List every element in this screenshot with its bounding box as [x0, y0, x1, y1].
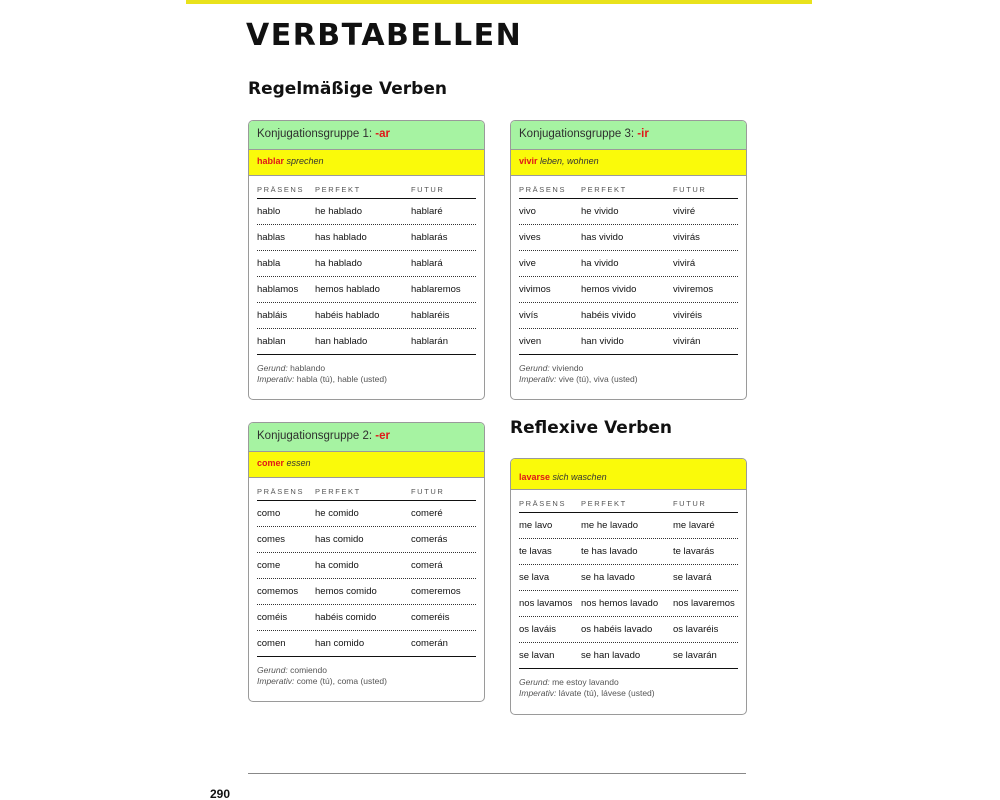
infinitive: vivir: [519, 156, 538, 166]
present-form: coméis: [257, 612, 288, 623]
perfect-form: habéis comido: [315, 612, 377, 623]
present-form: comemos: [257, 586, 299, 597]
future-form: comerás: [411, 534, 448, 545]
column-header-perfect: PERFEKT: [315, 185, 361, 194]
imperative-label: Imperativ:: [519, 374, 557, 384]
imperative-line: [519, 688, 738, 699]
future-form: comeremos: [411, 586, 461, 597]
table-row: [257, 199, 476, 225]
future-form: nos lavaremos: [673, 598, 735, 609]
future-form: viviremos: [673, 284, 714, 295]
top-accent-rule: [186, 0, 812, 4]
present-form: habláis: [257, 310, 288, 321]
perfect-form: han vivido: [581, 336, 624, 347]
translation: essen: [286, 458, 311, 468]
gerund-line: [257, 665, 476, 676]
column-header-future: FUTUR: [673, 185, 707, 194]
table-row: [519, 539, 738, 565]
perfect-form: has comido: [315, 534, 364, 545]
conjugation-card-ar: [248, 120, 485, 400]
perfect-form: has vivido: [581, 232, 624, 243]
present-form: vives: [519, 232, 541, 243]
page-title: VERBTABELLEN: [246, 18, 523, 53]
conjugation-card-reflexive: [510, 458, 747, 715]
column-header-perfect: PERFEKT: [581, 185, 627, 194]
infinitive: comer: [257, 458, 285, 468]
column-header-perfect: PERFEKT: [315, 487, 361, 496]
table-row: [519, 225, 738, 251]
table-row: [257, 501, 476, 527]
group-suffix: -ar: [375, 128, 390, 140]
page-number: 290: [210, 787, 231, 800]
gerund-value: hablando: [290, 363, 326, 373]
present-form: os laváis: [519, 624, 556, 635]
present-form: hablamos: [257, 284, 299, 295]
table-row: [257, 329, 476, 355]
table-row: [519, 329, 738, 355]
gerund-line: [519, 677, 738, 688]
future-form: hablará: [411, 258, 443, 269]
future-form: os lavaréis: [673, 624, 719, 635]
future-form: se lavará: [673, 572, 712, 583]
present-form: habla: [257, 258, 281, 269]
column-headers: [519, 185, 738, 199]
present-form: nos lavamos: [519, 598, 573, 609]
future-form: me lavaré: [673, 520, 715, 531]
perfect-form: hemos comido: [315, 586, 377, 597]
imperative-label: Imperativ:: [257, 676, 295, 686]
imperative-value: habla (tú), hable (usted): [296, 374, 387, 384]
translation: sich waschen: [552, 472, 607, 482]
table-row: [257, 553, 476, 579]
group-suffix: -er: [375, 430, 390, 442]
present-form: se lavan: [519, 650, 555, 661]
section-heading-regular: Regelmäßige Verben: [248, 79, 447, 99]
table-row: [519, 565, 738, 591]
gerund-label: Gerund:: [519, 363, 550, 373]
present-form: vive: [519, 258, 536, 269]
card-header: [249, 423, 484, 452]
section-heading-reflexive: Reflexive Verben: [510, 418, 673, 438]
footer-rule: [248, 773, 746, 774]
table-row: [257, 277, 476, 303]
table-row: [257, 251, 476, 277]
group-label: Konjugationsgruppe 2:: [257, 430, 373, 442]
present-form: vivimos: [519, 284, 551, 295]
perfect-form: he vivido: [581, 206, 619, 217]
present-form: come: [257, 560, 281, 571]
perfect-form: ha comido: [315, 560, 359, 571]
imperative-value: vive (tú), viva (usted): [558, 374, 638, 384]
table-row: [519, 643, 738, 669]
imperative-label: Imperativ:: [519, 688, 557, 698]
table-row: [257, 579, 476, 605]
future-form: viviré: [673, 206, 696, 217]
table-row: [519, 303, 738, 329]
perfect-form: nos hemos lavado: [581, 598, 659, 609]
verb-bar: [249, 452, 484, 478]
table-row: [257, 303, 476, 329]
gerund-label: Gerund:: [519, 677, 550, 687]
future-form: viviréis: [673, 310, 703, 321]
gerund-value: me estoy lavando: [552, 677, 619, 687]
conjugation-rows: [257, 501, 476, 657]
future-form: vivirán: [673, 336, 701, 347]
perfect-form: ha hablado: [315, 258, 363, 269]
perfect-form: he comido: [315, 508, 359, 519]
present-form: se lava: [519, 572, 550, 583]
perfect-form: han comido: [315, 638, 365, 649]
perfect-form: os habéis lavado: [581, 624, 653, 635]
gerund-value: viviendo: [552, 363, 584, 373]
table-row: [257, 631, 476, 657]
verb-bar: [511, 459, 746, 490]
perfect-form: he hablado: [315, 206, 363, 217]
column-headers: [519, 499, 738, 513]
card-notes: [257, 665, 476, 687]
card-notes: [257, 363, 476, 385]
table-row: [519, 277, 738, 303]
translation: leben, wohnen: [540, 156, 599, 166]
column-header-future: FUTUR: [411, 185, 445, 194]
card-header: [511, 121, 746, 150]
table-row: [519, 513, 738, 539]
translation: sprechen: [286, 156, 324, 166]
future-form: se lavarán: [673, 650, 717, 661]
table-row: [519, 617, 738, 643]
imperative-value: come (tú), coma (usted): [296, 676, 387, 686]
group-label: Konjugationsgruppe 1:: [257, 128, 373, 140]
imperative-line: [257, 374, 476, 385]
table-row: [519, 199, 738, 225]
present-form: comen: [257, 638, 286, 649]
verb-bar: [511, 150, 746, 176]
future-form: vivirá: [673, 258, 696, 269]
conjugation-card-ir: [510, 120, 747, 400]
present-form: viven: [519, 336, 542, 347]
column-header-present: PRÄSENS: [519, 185, 567, 194]
perfect-form: has hablado: [315, 232, 367, 243]
column-header-present: PRÄSENS: [257, 185, 305, 194]
future-form: vivirás: [673, 232, 700, 243]
future-form: te lavarás: [673, 546, 715, 557]
future-form: comerán: [411, 638, 448, 649]
present-form: hablas: [257, 232, 285, 243]
table-row: [257, 605, 476, 631]
gerund-line: [519, 363, 738, 374]
column-header-perfect: PERFEKT: [581, 499, 627, 508]
future-form: comeréis: [411, 612, 450, 623]
perfect-form: me he lavado: [581, 520, 639, 531]
verb-bar: [249, 150, 484, 176]
gerund-value: comiendo: [290, 665, 327, 675]
conjugation-rows: [257, 199, 476, 355]
card-notes: [519, 363, 738, 385]
table-row: [519, 251, 738, 277]
present-form: vivo: [519, 206, 536, 217]
card-notes: [519, 677, 738, 699]
future-form: hablarán: [411, 336, 448, 347]
group-label: Konjugationsgruppe 3:: [519, 128, 635, 140]
future-form: hablaréis: [411, 310, 450, 321]
present-form: hablan: [257, 336, 286, 347]
column-header-present: PRÄSENS: [257, 487, 305, 496]
column-headers: [257, 185, 476, 199]
gerund-label: Gerund:: [257, 665, 288, 675]
perfect-form: hemos vivido: [581, 284, 637, 295]
present-form: me lavo: [519, 520, 553, 531]
gerund-label: Gerund:: [257, 363, 288, 373]
perfect-form: han hablado: [315, 336, 368, 347]
present-form: como: [257, 508, 281, 519]
present-form: vivís: [519, 310, 538, 321]
card-header: [249, 121, 484, 150]
infinitive: lavarse: [519, 472, 551, 482]
conjugation-card-er: [248, 422, 485, 702]
table-row: [257, 225, 476, 251]
imperative-value: lávate (tú), lávese (usted): [558, 688, 655, 698]
future-form: comeré: [411, 508, 443, 519]
table-row: [257, 527, 476, 553]
column-header-future: FUTUR: [673, 499, 707, 508]
present-form: hablo: [257, 206, 281, 217]
group-suffix: -ir: [637, 128, 649, 140]
column-headers: [257, 487, 476, 501]
perfect-form: se han lavado: [581, 650, 641, 661]
table-row: [519, 591, 738, 617]
future-form: hablaré: [411, 206, 443, 217]
conjugation-rows: [519, 513, 738, 669]
future-form: hablaremos: [411, 284, 461, 295]
column-header-present: PRÄSENS: [519, 499, 567, 508]
conjugation-rows: [519, 199, 738, 355]
present-form: te lavas: [519, 546, 552, 557]
future-form: hablarás: [411, 232, 448, 243]
imperative-line: [257, 676, 476, 687]
present-form: comes: [257, 534, 285, 545]
perfect-form: te has lavado: [581, 546, 638, 557]
perfect-form: se ha lavado: [581, 572, 635, 583]
perfect-form: habéis hablado: [315, 310, 380, 321]
imperative-label: Imperativ:: [257, 374, 295, 384]
gerund-line: [257, 363, 476, 374]
column-header-future: FUTUR: [411, 487, 445, 496]
perfect-form: hemos hablado: [315, 284, 380, 295]
future-form: comerá: [411, 560, 443, 571]
imperative-line: [519, 374, 738, 385]
perfect-form: habéis vivido: [581, 310, 636, 321]
infinitive: hablar: [257, 156, 285, 166]
perfect-form: ha vivido: [581, 258, 619, 269]
